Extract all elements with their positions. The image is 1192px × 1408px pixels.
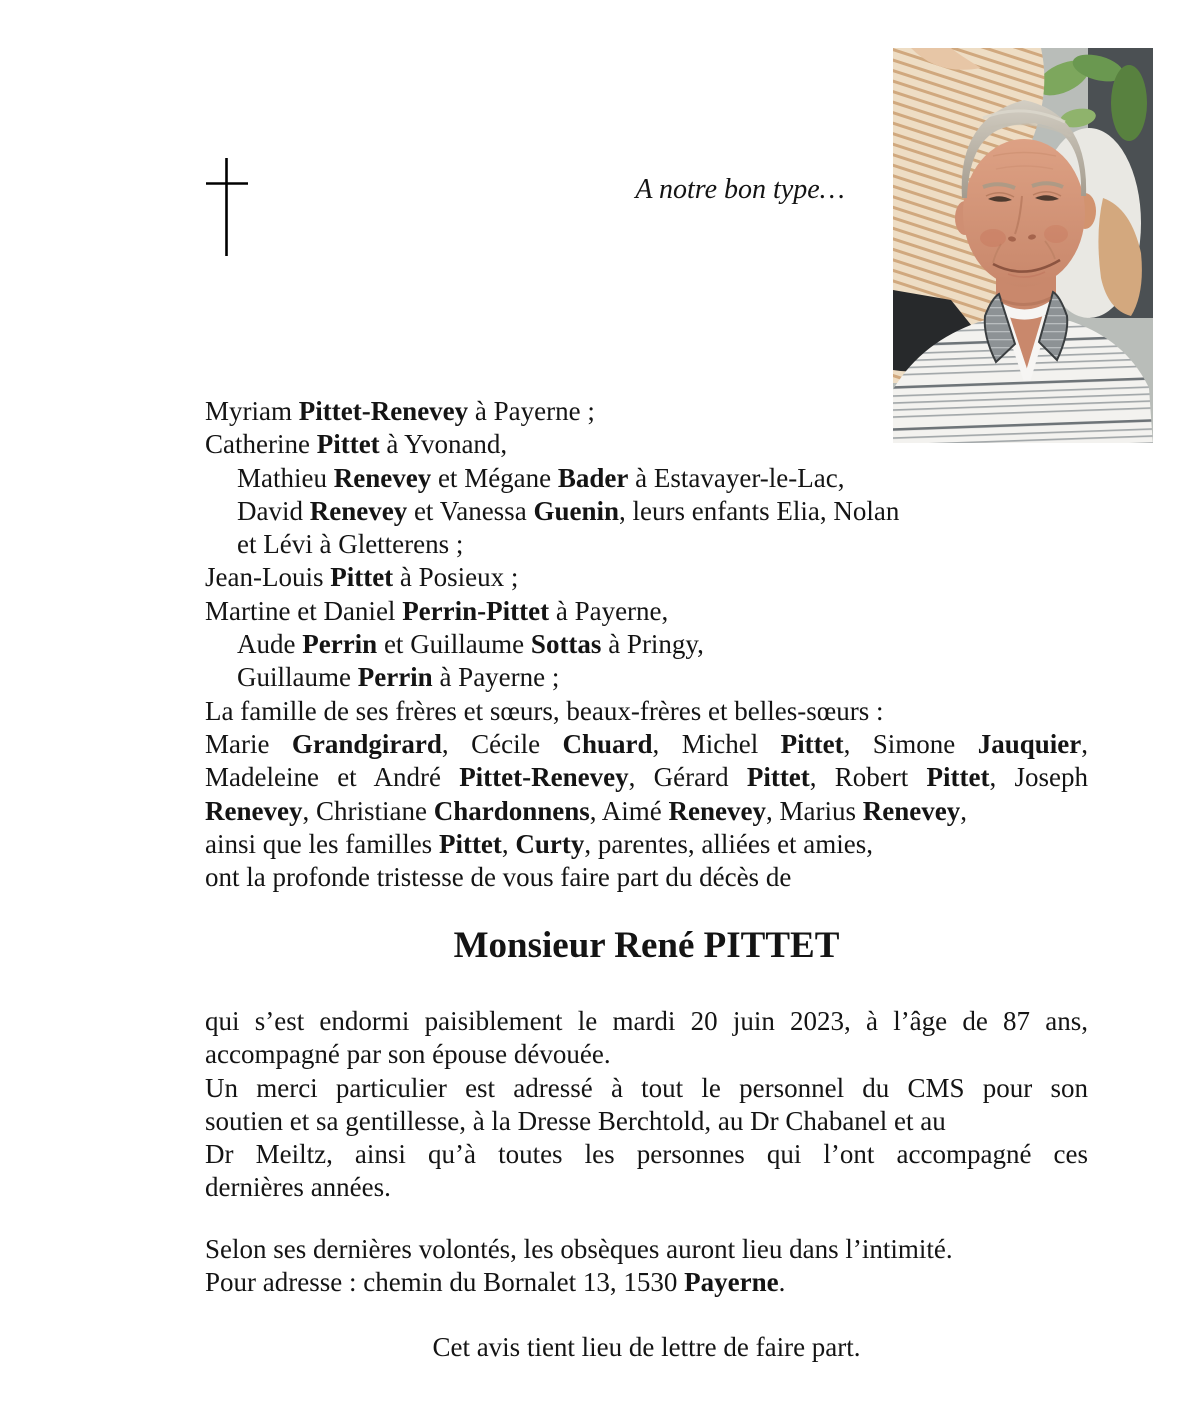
- text-line: ont la profonde tristesse de vous faire part du décès de: [205, 862, 792, 893]
- text-line: Martine et Daniel Perrin-Pittet à Payerne,: [205, 595, 669, 626]
- cross-icon: [199, 152, 259, 267]
- death-notice-paragraph: [205, 1005, 1088, 1205]
- text-line: Jean-Louis Pittet à Posieux ;: [205, 562, 519, 593]
- text-line: accompagné par son épouse dévouée.: [205, 1039, 611, 1070]
- text-line: La famille de ses frères et sœurs, beaux-frères et belles-sœurs :: [205, 695, 884, 726]
- portrait-photo: [893, 48, 1153, 443]
- text-line: Catherine Pittet à Yvonand,: [205, 429, 508, 460]
- text-line: Renevey, Christiane Chardonnens, Aimé Renevey, Marius Renevey,: [205, 795, 967, 826]
- text-line: Myriam Pittet-Renevey à Payerne ;: [205, 396, 595, 426]
- text-line: soutien et sa gentillesse, à la Dresse Berchtold, au Dr Chabanel et au: [205, 1105, 946, 1136]
- text-line: Guillaume Perrin à Payerne ;: [237, 662, 560, 693]
- epigraph: A notre bon type…: [635, 174, 845, 205]
- text-line: Pour adresse : chemin du Bornalet 13, 1530 Payerne.: [205, 1267, 786, 1298]
- funeral-info: [205, 1233, 1088, 1300]
- text-line: David Renevey et Vanessa Guenin, leurs enfants Elia, Nolan: [237, 495, 900, 526]
- text-line: Mathieu Renevey et Mégane Bader à Estavayer-le-Lac,: [237, 462, 845, 493]
- deceased-name-title: Monsieur René PITTET: [453, 925, 840, 966]
- text-line: Marie Grandgirard, Cécile Chuard, Michel Pittet, Simone Jauquier,: [205, 728, 1089, 759]
- text-line: Selon ses dernières volontés, les obsèques auront lieu dans l’intimité.: [205, 1234, 953, 1264]
- text-line: Dr Meiltz, ainsi qu’à toutes les personnes qui l’ont accompagné ces: [205, 1139, 1088, 1170]
- family-list: [205, 395, 1088, 894]
- text-line: Un merci particulier est adressé à tout le personnel du CMS pour son: [205, 1072, 1088, 1103]
- closing-line: Cet avis tient lieu de lettre de faire part.: [432, 1332, 861, 1362]
- text-line: dernières années.: [205, 1172, 391, 1203]
- text-line: ainsi que les familles Pittet, Curty, parentes, alliées et amies,: [205, 828, 874, 859]
- text-line: qui s’est endormi paisiblement le mardi 20 juin 2023, à l’âge de 87 ans,: [205, 1006, 1088, 1036]
- text-line: et Lévi à Gletterens ;: [237, 529, 464, 560]
- text-line: Madeleine et André Pittet-Renevey, Gérard Pittet, Robert Pittet, Joseph: [205, 762, 1088, 793]
- text-line: Aude Perrin et Guillaume Sottas à Pringy,: [237, 629, 704, 660]
